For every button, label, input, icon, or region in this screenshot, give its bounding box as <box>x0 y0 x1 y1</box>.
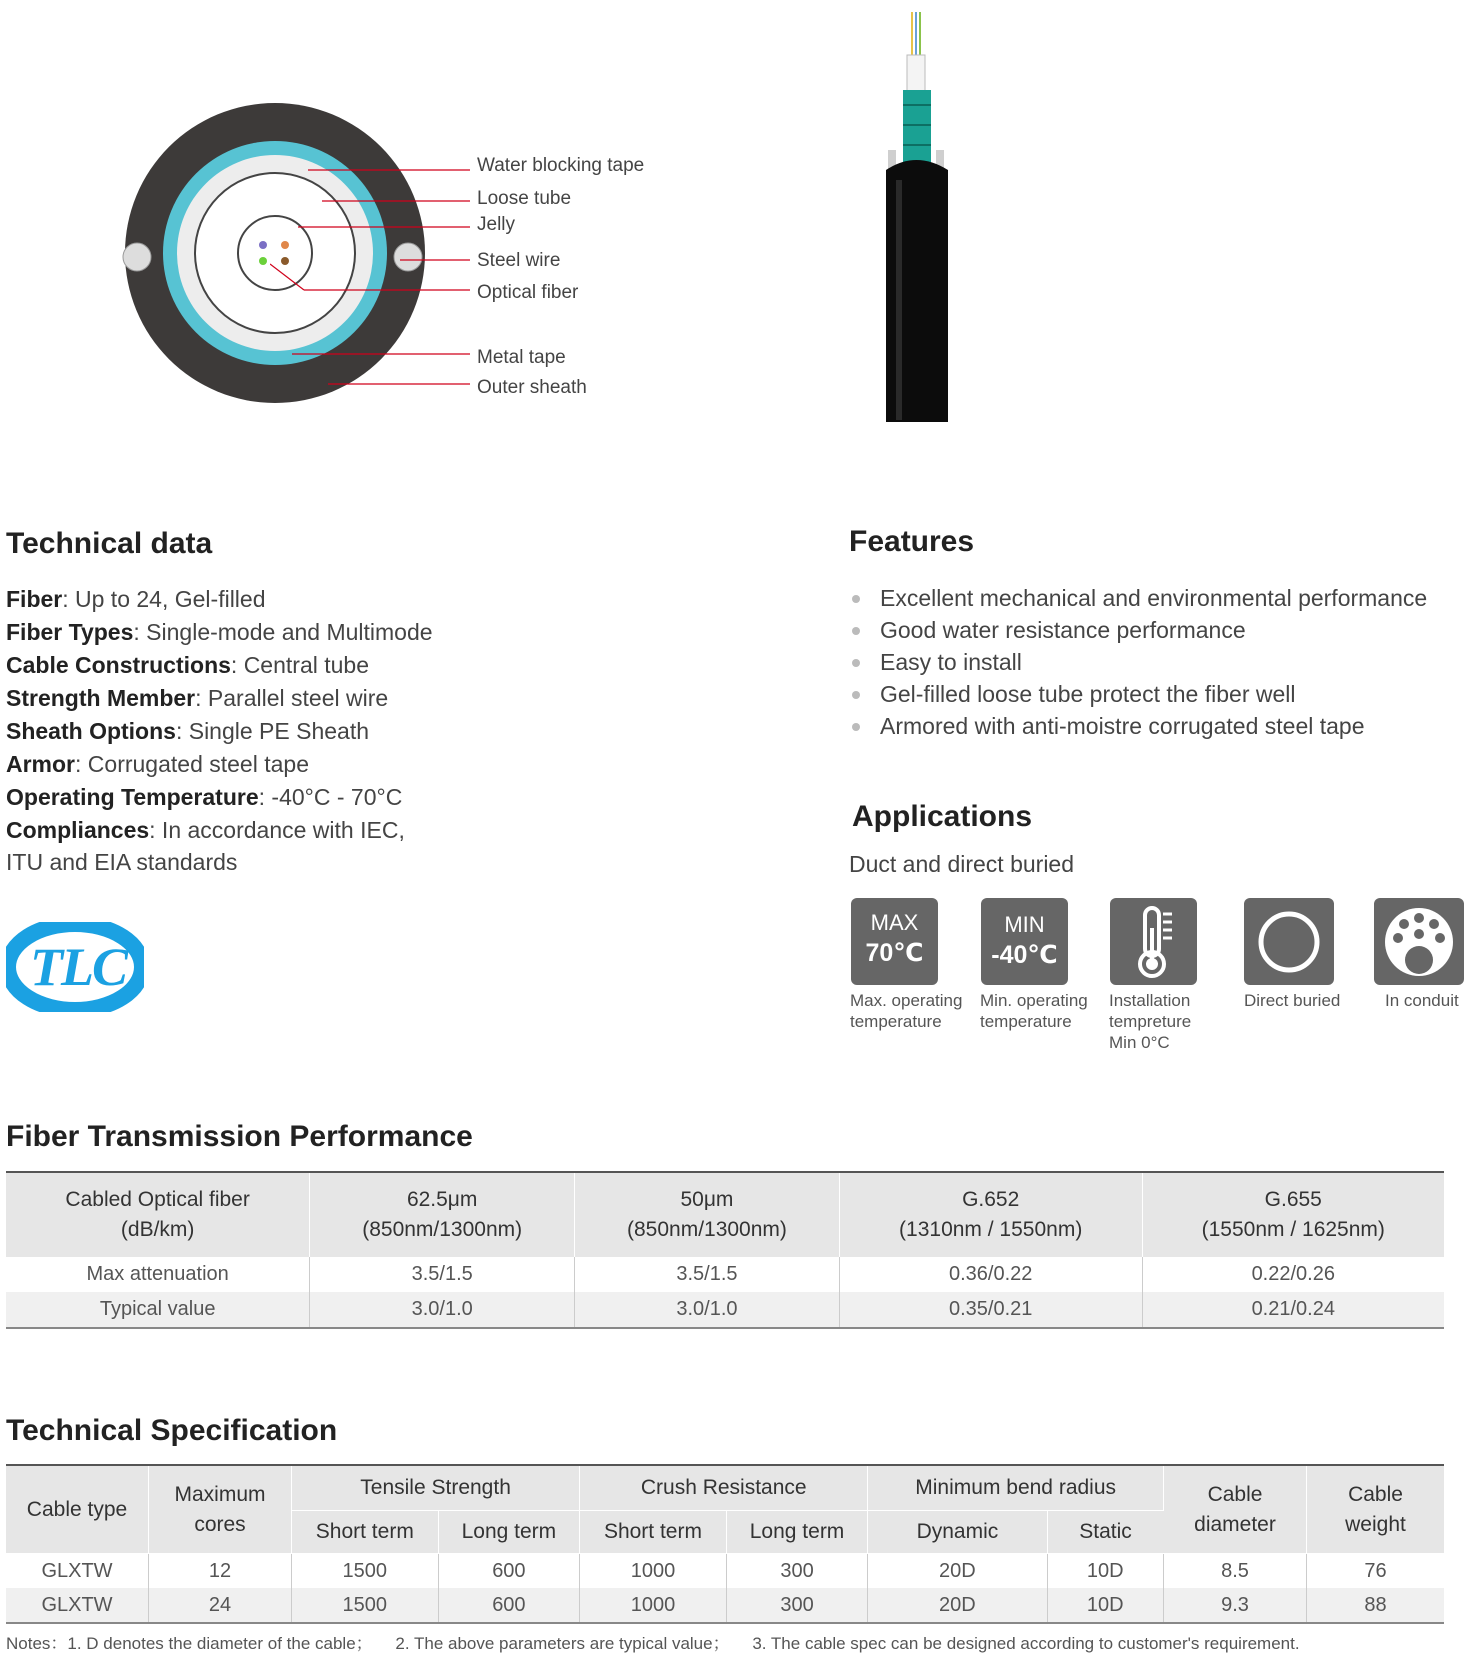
applications-text: Duct and direct buried <box>849 851 1075 877</box>
applications-heading: Applications <box>852 800 1033 833</box>
label-metal-tape: Metal tape <box>477 347 566 368</box>
in-conduit-caption: In conduit <box>1385 991 1459 1010</box>
spec-compliances-continuation: ITU and EIA standards <box>6 849 238 875</box>
in-conduit-icon <box>1374 898 1464 985</box>
cable-product-image <box>876 10 956 425</box>
header-g655: G.655 (1550nm / 1625nm) <box>1142 1172 1444 1257</box>
header-tensile-strength: Tensile Strength <box>292 1465 580 1511</box>
label-leader-lines <box>270 160 475 400</box>
table-header-row <box>6 1172 1444 1257</box>
feature-item: Armored with anti-moistre corrugated steel tape <box>880 713 1365 739</box>
spec-operating-temperature: Operating Temperature: -40°C - 70°C <box>6 784 403 810</box>
fiber-transmission-heading: Fiber Transmission Performance <box>6 1120 473 1153</box>
table-row: GLXTW 12 1500 600 1000 300 20D 10D 8.5 76 <box>6 1554 1444 1589</box>
spec-cable-constructions: Cable Constructions: Central tube <box>6 652 370 678</box>
bullet-icon <box>852 627 860 635</box>
features-heading: Features <box>849 525 975 558</box>
header-g652: G.652 (1310nm / 1550nm) <box>839 1172 1142 1257</box>
spec-armor: Armor: Corrugated steel tape <box>6 751 309 777</box>
min-value: -40℃ <box>991 941 1058 969</box>
tlc-logo <box>6 922 144 1012</box>
spec-fiber-types: Fiber Types: Single-mode and Multimode <box>6 619 433 645</box>
table-row: Typical value 3.0/1.0 3.0/1.0 0.35/0.21 0.21/0.24 <box>6 1292 1444 1328</box>
label-water-blocking-tape: Water blocking tape <box>477 155 645 176</box>
label-optical-fiber: Optical fiber <box>477 282 579 303</box>
header-crush-short-term: Short term <box>580 1511 727 1554</box>
bullet-icon <box>852 595 860 603</box>
max-temperature-caption: Max. operating temperature <box>850 991 963 1031</box>
logo-text: TLC <box>30 937 126 997</box>
fiber-transmission-table <box>6 1171 1444 1329</box>
spec-sheath-options: Sheath Options: Single PE Sheath <box>6 718 370 744</box>
label-loose-tube: Loose tube <box>477 188 572 209</box>
header-tensile-short-term: Short term <box>292 1511 439 1554</box>
technical-spec-heading: Technical Specification <box>6 1414 338 1447</box>
label-outer-sheath: Outer sheath <box>477 377 587 398</box>
installation-temperature-caption: Installation tempreture Min 0°C <box>1109 991 1192 1052</box>
thermometer-icon <box>1110 898 1197 985</box>
spec-fiber: Fiber: Up to 24, Gel-filled <box>6 586 266 612</box>
table-row: Max attenuation 3.5/1.5 3.5/1.5 0.36/0.22 0.22/0.26 <box>6 1257 1444 1292</box>
header-cable-type: Cable type <box>6 1465 149 1554</box>
min-temperature-icon <box>981 898 1068 985</box>
note-1: Notes：1. D denotes the diameter of the cable； <box>6 1634 373 1653</box>
max-label: MAX <box>870 910 919 935</box>
feature-item: Easy to install <box>880 649 1022 675</box>
spec-strength-member: Strength Member: Parallel steel wire <box>6 685 389 711</box>
feature-item: Excellent mechanical and environmental performance <box>880 585 1428 611</box>
min-temperature-caption: Min. operating temperature <box>980 991 1088 1031</box>
header-cable-diameter: Cable diameter <box>1164 1465 1307 1554</box>
max-value: 70℃ <box>865 939 924 967</box>
feature-item: Gel-filled loose tube protect the fiber well <box>880 681 1296 707</box>
label-jelly: Jelly <box>477 214 516 235</box>
header-cabled-optical-fiber: Cabled Optical fiber (dB/km) <box>6 1172 310 1257</box>
header-cable-weight: Cable weight <box>1307 1465 1445 1554</box>
table-row: GLXTW 24 1500 600 1000 300 20D 10D 9.3 88 <box>6 1588 1444 1623</box>
technical-data-heading: Technical data <box>6 527 213 560</box>
header-crush-resistance: Crush Resistance <box>580 1465 868 1511</box>
header-min-bend-radius: Minimum bend radius <box>868 1465 1164 1511</box>
header-max-cores: Maximum cores <box>149 1465 292 1554</box>
bullet-icon <box>852 723 860 731</box>
header-bend-static: Static <box>1047 1511 1164 1554</box>
table-header-row <box>6 1465 1444 1511</box>
direct-buried-icon <box>1244 898 1334 985</box>
bullet-icon <box>852 691 860 699</box>
header-crush-long-term: Long term <box>726 1511 868 1554</box>
header-bend-dynamic: Dynamic <box>868 1511 1047 1554</box>
direct-buried-caption: Direct buried <box>1244 991 1341 1010</box>
feature-item: Good water resistance performance <box>880 617 1246 643</box>
note-2: 2. The above parameters are typical value； <box>395 1634 730 1653</box>
header-62-5um: 62.5μm (850nm/1300nm) <box>310 1172 575 1257</box>
bullet-icon <box>852 659 860 667</box>
spec-compliances: Compliances: In accordance with IEC, <box>6 817 405 843</box>
table-notes <box>6 1629 1318 1654</box>
header-tensile-long-term: Long term <box>438 1511 580 1554</box>
label-steel-wire: Steel wire <box>477 250 561 271</box>
header-50um: 50μm (850nm/1300nm) <box>575 1172 840 1257</box>
min-label: MIN <box>1004 912 1045 937</box>
max-temperature-icon <box>851 898 938 985</box>
note-3: 3. The cable spec can be designed according to customer's requirement. <box>752 1634 1300 1653</box>
technical-spec-table <box>6 1464 1444 1624</box>
